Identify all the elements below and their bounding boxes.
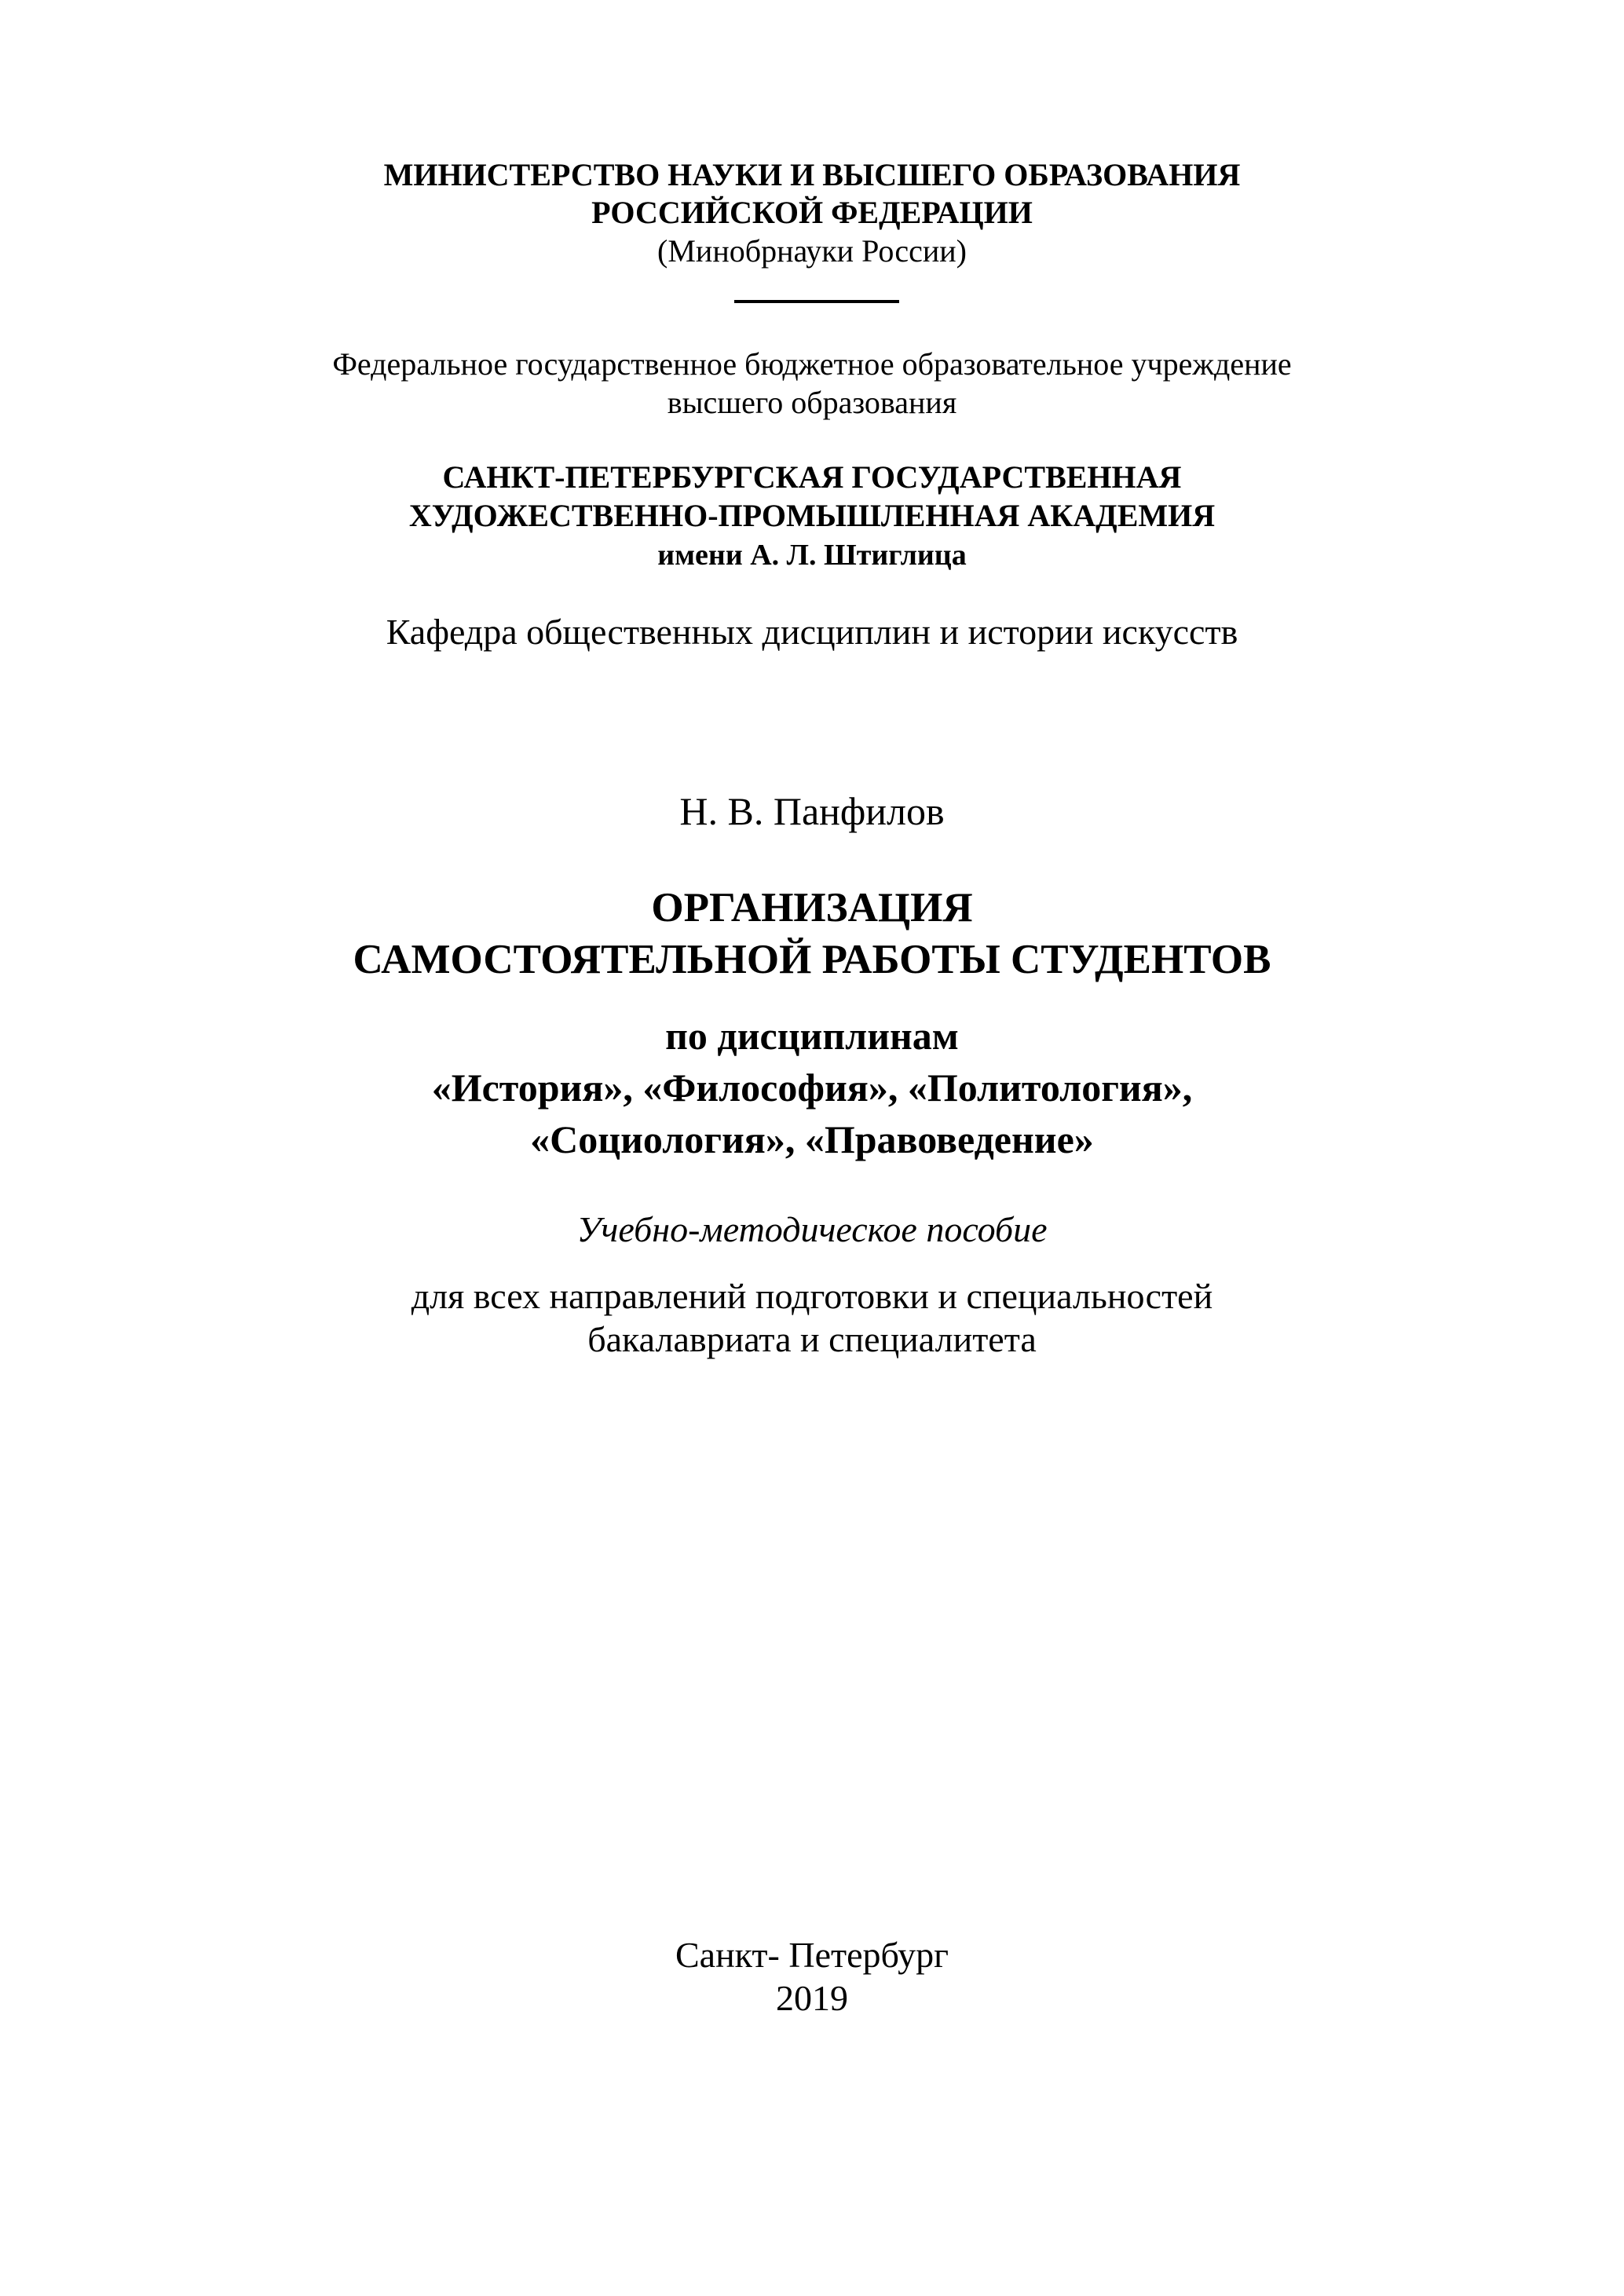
imprint-year: 2019 (776, 1978, 848, 2018)
academy-name-line-1: САНКТ-ПЕТЕРБУРГСКАЯ ГОСУДАРСТВЕННАЯ (442, 459, 1182, 495)
title-line-2: САМОСТОЯТЕЛЬНОЙ РАБОТЫ СТУДЕНТОВ (353, 937, 1271, 982)
document-type: Учебно-методическое пособие (576, 1209, 1048, 1249)
subtitle-line-2: «История», «Философия», «Политология», (431, 1066, 1193, 1110)
title-line-1: ОРГАНИЗАЦИЯ (651, 885, 973, 930)
institution-type-line-2: высшего образования (667, 385, 957, 420)
subtitle-line-1: по дисциплинам (665, 1014, 959, 1058)
ministry-name-line-1: МИНИСТЕРСТВО НАУКИ И ВЫСШЕГО ОБРАЗОВАНИЯ (383, 157, 1241, 192)
institution-type-line-1: Федеральное государственное бюджетное образовательное учреждение (332, 346, 1292, 382)
academy-name-line-2: ХУДОЖЕСТВЕННО-ПРОМЫШЛЕННАЯ АКАДЕМИЯ (408, 498, 1216, 533)
imprint-city: Санкт- Петербург (675, 1935, 949, 1975)
subtitle-line-3: «Социология», «Правоведение» (530, 1117, 1094, 1161)
ministry-short-name: (Минобрнауки России) (657, 233, 967, 269)
separator-rule (734, 300, 899, 303)
department-name: Кафедра общественных дисциплин и истории искусств (386, 612, 1238, 652)
author-name: Н. В. Панфилов (679, 789, 945, 833)
audience-line-2: бакалавриата и специалитета (587, 1319, 1037, 1359)
ministry-name-line-2: РОССИЙСКОЙ ФЕДЕРАЦИИ (591, 195, 1033, 230)
audience-line-1: для всех направлений подготовки и специальностей (411, 1276, 1213, 1316)
academy-name-line-3: имени А. Л. Штиглица (657, 539, 967, 572)
